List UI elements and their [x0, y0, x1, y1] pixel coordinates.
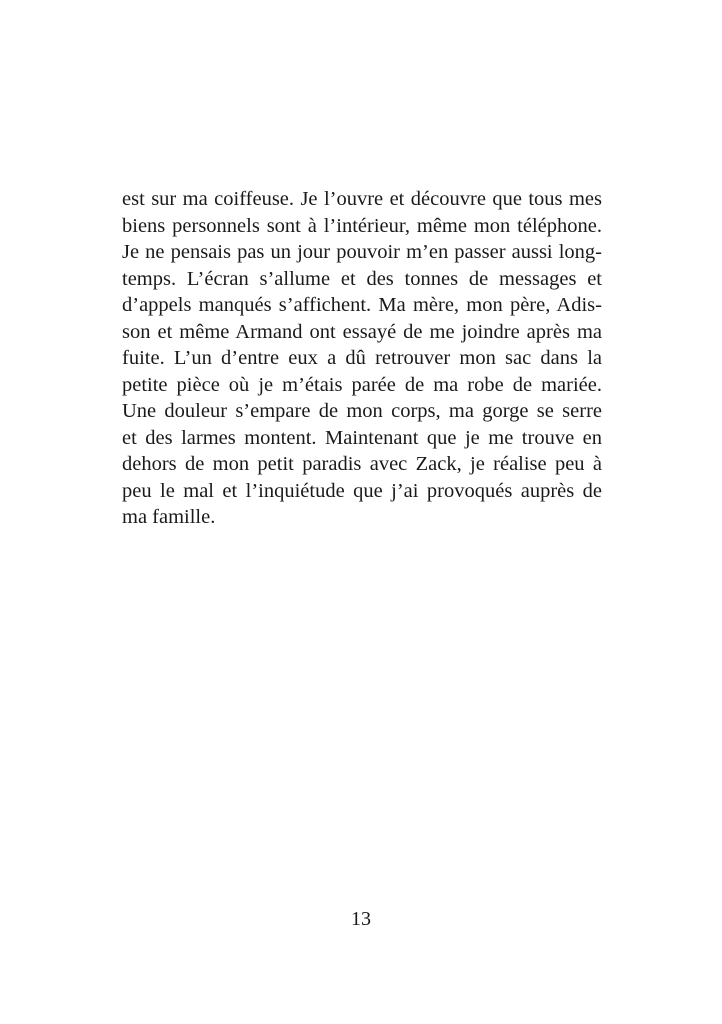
text-line: peu le mal et l’inquiétude que j’ai provoqués auprès de — [122, 479, 602, 502]
page-number: 13 — [351, 908, 371, 930]
body-paragraph — [122, 186, 602, 531]
text-line: temps. L’écran s’allume et des tonnes de messages et — [122, 267, 602, 290]
text-line: est sur ma coiffeuse. Je l’ouvre et découvre que tous mes — [122, 188, 602, 210]
text-line: petite pièce où je m’étais parée de ma robe de mariée. — [122, 373, 602, 396]
text-line: fuite. L’un d’entre eux a dû retrouver mon sac dans la — [122, 347, 602, 369]
text-line: Je ne pensais pas un jour pouvoir m’en passer aussi long- — [122, 241, 602, 263]
text-line: d’appels manqués s’affichent. Ma mère, mon père, Adis- — [122, 294, 602, 316]
text-line: et des larmes montent. Maintenant que je me trouve en — [122, 426, 602, 449]
text-line: biens personnels sont à l’intérieur, même mon téléphone. — [122, 214, 602, 237]
text-line: dehors de mon petit paradis avec Zack, je réalise peu à — [122, 453, 602, 475]
text-line: son et même Armand ont essayé de me joindre après ma — [122, 320, 602, 343]
text-line: ma famille. — [122, 506, 216, 528]
text-line: Une douleur s’empare de mon corps, ma gorge se serre — [122, 400, 602, 422]
